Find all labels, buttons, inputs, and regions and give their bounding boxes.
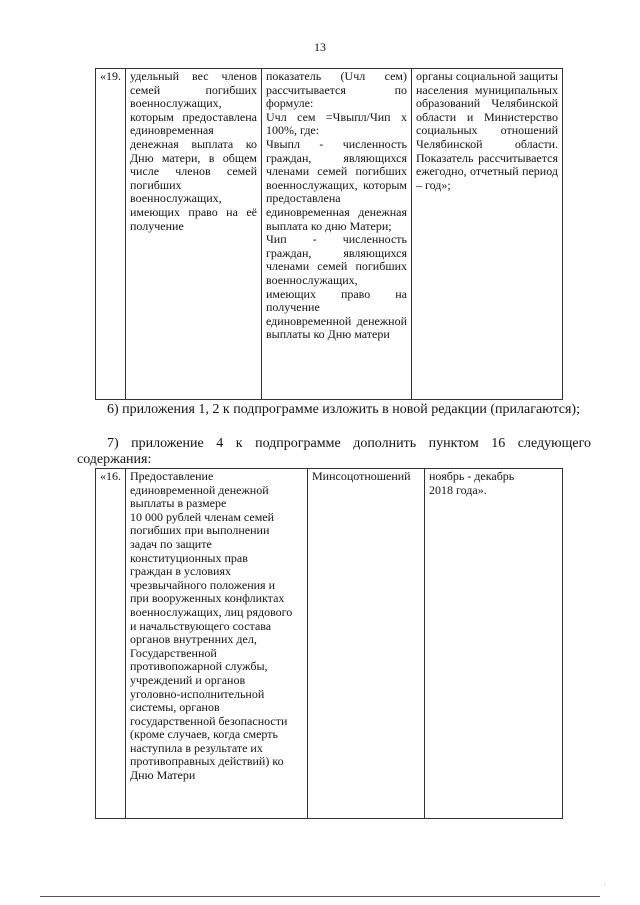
scan-mark: · xyxy=(603,880,606,890)
page-bottom-rule xyxy=(40,896,600,897)
deadline: ноябрь - декабрь 2018 года». xyxy=(425,469,563,819)
indicator-table xyxy=(95,68,563,400)
table-row xyxy=(96,469,563,819)
row-number: «16. xyxy=(96,469,126,819)
paragraph-6: 6) приложения 1, 2 к подпрограмме изложить в новой редакции (прилагаются); xyxy=(107,402,580,417)
row-number: «19. xyxy=(96,69,126,400)
responsible-body: органы социальной защиты населения муниципальных образований Челябинской области и Министерство социальных отношений Челябинской области. Показатель рассчитывается ежегодно, отчетный период – год»; xyxy=(412,69,563,400)
indicator-formula: показатель (Uчл сем) рассчитывается по формуле: Uчл сем =Чвыпл/Чип х 100%, где: Чвыпл - численность граждан, являющихся членами семей погибших военнослужащих, которым предоставлена единовременная денежная выплата ко дню Матери; Чип - численность граждан, являющихся членами семей погибших военнослужащих, имеющих право на получение единовременной денежной выплаты ко Дню матери xyxy=(262,69,412,400)
indicator-name: удельный вес членов семей погибших военнослужащих, которым предоставлена единовременная денежная выплата ко Дню матери, в общем числе членов семей погибших военнослужащих, имеющих право на её получение xyxy=(126,69,262,400)
page-number: 13 xyxy=(314,40,326,54)
measure-description: Предоставление единовременной денежной выплаты в размере 10 000 рублей членам семей погибших при выполнении задач по защите конституционных прав граждан в условиях чрезвычайного положения и при вооруженных конфликтах военнослужащих, лиц рядового и начальствующего состава органов внутренних дел, Государственной противопожарной службы, учреждений и органов уголовно-исполнительной системы, органов государственной безопасности (кроме случаев, когда смерть наступила в результате их противоправных действий) ко Дню Матери xyxy=(126,469,308,819)
paragraph-7: 7) приложение 4 к подпрограмме дополнить пунктом 16 следующего содержания: xyxy=(77,436,591,467)
measures-table xyxy=(95,468,563,819)
executor: Минсоцотношений xyxy=(308,469,425,819)
table-row xyxy=(96,69,563,400)
